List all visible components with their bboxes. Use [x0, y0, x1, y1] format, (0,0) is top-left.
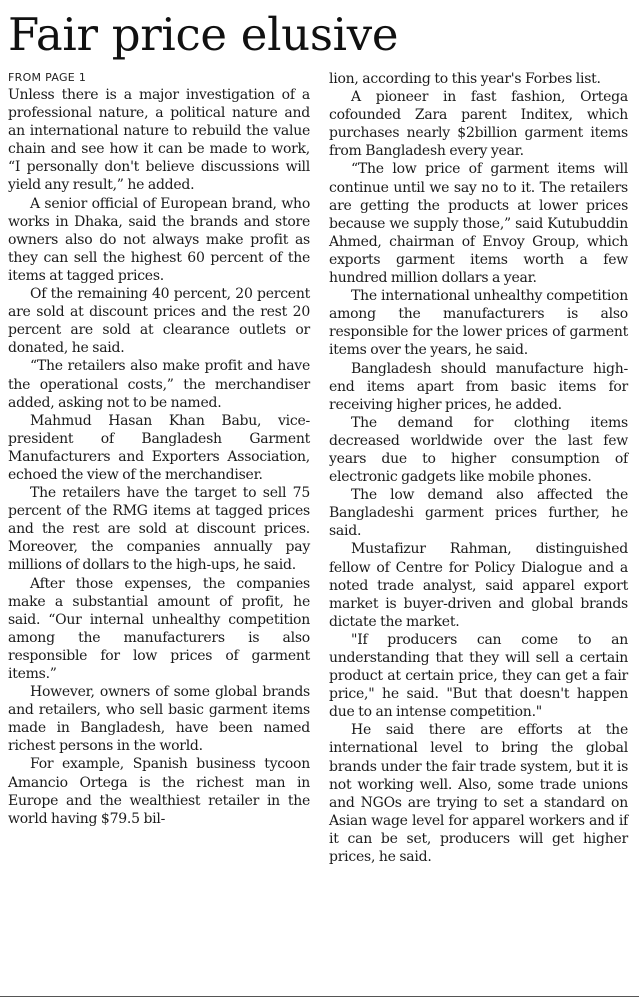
article-column-right — [329, 70, 628, 866]
paragraph: Of the remaining 40 percent, 20 percent are sold at discount prices and the rest 20 percent are sold at clearance outlets or donated, he said. — [8, 286, 310, 357]
dateline: FROM PAGE 1 — [8, 71, 87, 84]
bottom-rule — [0, 996, 639, 997]
paragraph: The demand for clothing items decreased worldwide over the last few years due to higher consumption of electronic gadgets like mobile phones. — [329, 414, 628, 486]
paragraph: The low demand also affected the Bangladeshi garment prices further, he said. — [329, 487, 628, 540]
paragraph: “The low price of garment items will continue until we say no to it. The retailers are getting the products at lower prices because we supply those,” said Kutubuddin Ahmed, chairman of Envoy Group, which exports garment items worth a few hundred million dollars a year. — [329, 161, 628, 287]
paragraph: Unless there is a major investigation of a professional nature, a political nature and an international nature to rebuild the value chain and see how it can be made to work, “I personally don't believe discussions will yield any result,” he added. — [8, 87, 310, 194]
paragraph: After those expenses, the companies make a substantial amount of profit, he said. “Our internal unhealthy competition among the manufacturers is also responsible for low prices of garment items.” — [8, 575, 310, 682]
paragraph: For example, Spanish business tycoon Amancio Ortega is the richest man in Europe and the wealthiest retailer in the world having $79.5 bil- — [8, 756, 310, 827]
paragraph: A senior official of European brand, who works in Dhaka, said the brands and store owners also do not always make profit as they can sell the highest 60 percent of the items at tagged prices. — [8, 195, 310, 284]
article-column-left — [8, 70, 310, 828]
paragraph: Mahmud Hasan Khan Babu, vice-president of Bangladesh Garment Manufacturers and Exporters Association, echoed the view of the merchandiser. — [8, 412, 310, 483]
paragraph: However, owners of some global brands and retailers, who sell basic garment items made in Bangladesh, have been named richest persons in the world. — [8, 684, 310, 755]
paragraph: lion, according to this year's Forbes list. — [329, 71, 601, 87]
paragraph: The retailers have the target to sell 75 percent of the RMG items at tagged prices and the rest are sold at discount prices. Moreover, the companies annually pay millions of dollars to the high-ups, he said. — [8, 485, 310, 574]
paragraph: "If producers can come to an understanding that they will sell a certain product at certain price, they can get a fair price," he said. "But that doesn't happen due to an intense competition." — [329, 631, 628, 721]
headline: Fair price elusive — [8, 8, 399, 61]
paragraph: Mustafizur Rahman, distinguished fellow of Centre for Policy Dialogue and a noted trade analyst, said apparel export market is buyer-driven and global brands dictate the market. — [329, 541, 628, 630]
paragraph: A pioneer in fast fashion, Ortega cofounded Zara parent Inditex, which purchases nearly $2billion garment items from Bangladesh every year. — [329, 89, 628, 160]
paragraph: Bangladesh should manufacture high-end items apart from basic items for receiving higher prices, he added. — [329, 360, 628, 413]
paragraph: “The retailers also make profit and have the operational costs,” the merchandiser added, asking not to be named. — [8, 358, 310, 411]
paragraph: The international unhealthy competition among the manufacturers is also responsible for the lower prices of garment items over the years, he said. — [329, 288, 628, 359]
paragraph: He said there are efforts at the international level to bring the global brands under the fair trade system, but it is not working well. Also, some trade unions and NGOs are trying to set a standard on Asian wage level for apparel workers and if it can be set, producers will get higher prices, he said. — [329, 722, 628, 866]
